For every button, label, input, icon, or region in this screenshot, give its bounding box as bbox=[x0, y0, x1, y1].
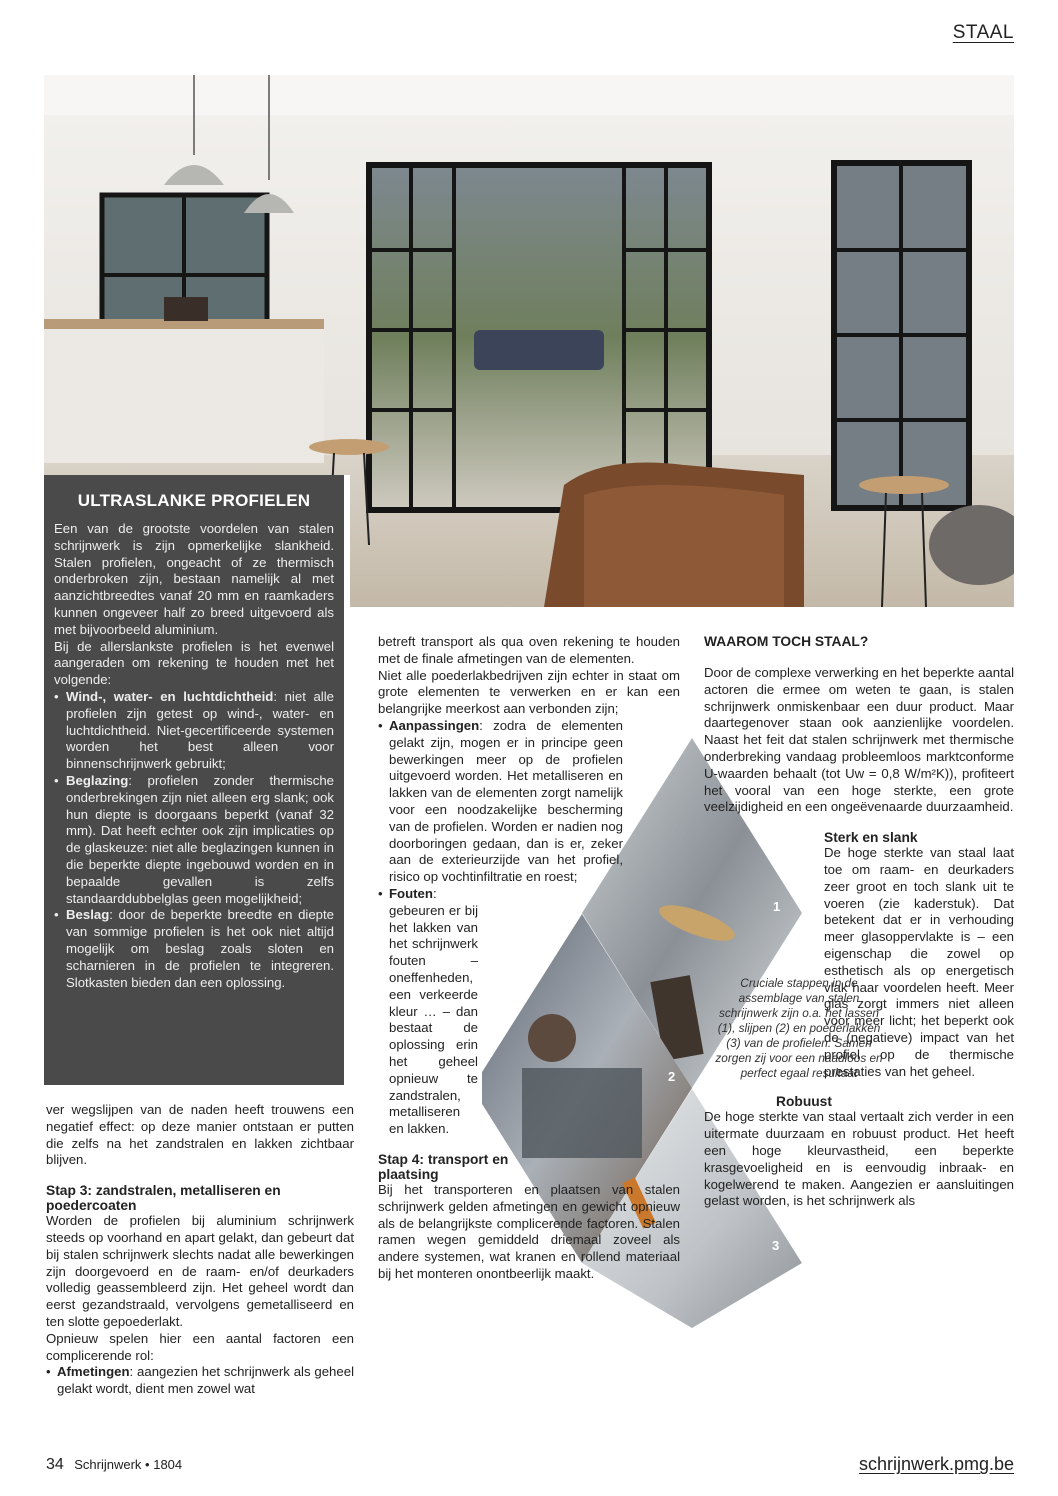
paragraph: De hoge sterkte van staal vertaalt zich verder in een uitermate duurzaam en robuust product. Het heeft een hoge kleurvastheid, een beperkte krasgevoeligheid en is eenvoudig inbraak- en kogelwerend te maken. Aangezien er aansluitingen gelast worden, is het schrijnwerk als bbox=[704, 1109, 1014, 1209]
photo-caption: Cruciale stappen in de assemblage van stalen schrijnwerk zijn o.a. het lassen (1), slijpen (2) en poederlakken (3) van de profielen. Samen zorgen zij voor een naadloos en perfect egaal resultaat bbox=[715, 976, 883, 1080]
paragraph: Door de complexe verwerking en het beperkte aantal actoren die ermee om weten te gaan, is stalen schrijnwerk onmiskenbaar een duur product. Maar daartegenover staan ook aanzienlijke voordelen. Naast het feit dat stalen schrijnwerk met thermische onderbreking vandaag probleemloos marktconforme U-waarden behaalt (tot Uw = 0,8 W/m²K)), profiteert het vooral van een hoge sterkte, een grote veelzijdigheid en een ongeëvenaarde duurzaamheid. bbox=[704, 665, 1014, 815]
publication-name: Schrijnwerk • 1804 bbox=[74, 1457, 183, 1472]
list-item-text: : aangezien het schrijnwerk als geheel gelakt wordt, dient men zowel wat bbox=[57, 1364, 354, 1397]
left-column bbox=[46, 1102, 354, 1398]
sidebar-box-intro2: Bij de allerslankste profielen is het evenwel aangeraden om rekening te houden met het volgende: bbox=[54, 638, 334, 688]
paragraph: Opnieuw spelen hier een aantal factoren een complicerende rol: bbox=[46, 1330, 354, 1363]
list-item-text: : zodra de elementen gelakt zijn, mogen er in principe geen bewerkingen meer op de profielen uitgevoerd worden. Het metalliseren en lakken van de elementen zorgt namelijk voor een noodzakelijke bescherming van de profielen. Worden er nadien nog doorboringen gedaan, dan is er, zeker aan de exterieurzijde van het profiel, risico op vochtinfiltratie en roest; bbox=[389, 717, 623, 885]
list-item bbox=[54, 907, 334, 991]
diamond-number-2: 2 bbox=[668, 1069, 676, 1084]
sidebar-box bbox=[44, 475, 350, 1085]
list-item bbox=[54, 773, 334, 907]
paragraph: ver wegslijpen van de naden heeft trouwens een negatief effect: op deze manier ontstaan er putten die zelfs na het zandstralen en lakken zichtbaar blijven. bbox=[46, 1102, 354, 1168]
list-item-text: : door de beperkte breedte en diepte van sommige profielen is het ook niet altijd mogelijk om beslag zoals sloten en scharnieren in de profielen te integreren. Slotkasten bieden dan een oplossing. bbox=[66, 907, 334, 990]
paragraph: Bij het transporteren en plaatsen van stalen schrijnwerk gelden afmetingen en gewicht opnieuw als de belangrijkste complicerende factoren. Stalen ramen wegen gemiddeld driemaal zoveel als andere systemen, wat kranen en rollend materiaal bij het monteren onontbeerlijk maakt. bbox=[378, 1181, 680, 1281]
list-item bbox=[378, 886, 478, 1138]
list-item-text: : gebeuren er bij het lakken van het schrijnwerk fouten – oneffenheden, een verkeerde kleur … – dan bestaat de oplossing erin het geheel opnieuw te zandstralen, metalliseren en lakken. bbox=[389, 885, 478, 1137]
section-tag: STAAL bbox=[952, 22, 1014, 43]
heading-stap3: Stap 3: zandstralen, metalliseren en poedercoaten bbox=[46, 1183, 281, 1214]
paragraph: betreft transport als qua oven rekening te houden met de finale afmetingen van de elementen. bbox=[378, 634, 680, 666]
heading-robuust: Robuust bbox=[776, 1094, 832, 1110]
list-item-term: Wind-, water- en luchtdichtheid bbox=[66, 688, 274, 704]
sidebar-box-title: ULTRASLANKE PROFIELEN bbox=[77, 491, 311, 510]
page-number: 34 bbox=[46, 1456, 64, 1473]
paragraph: Niet alle poederlakbedrijven zijn echter in staat om grote elementen te verwerken en er kan een belangrijke meerkost aan verbonden zijn; bbox=[378, 667, 680, 717]
footer-page-info bbox=[46, 1456, 182, 1474]
list-item-term: Beglazing bbox=[66, 772, 129, 788]
list-item bbox=[378, 718, 623, 886]
list-item-term: Afmetingen bbox=[57, 1364, 130, 1380]
sidebar-box-intro: Een van de grootste voordelen van stalen schrijnwerk is zijn opmerkelijke slankheid. Stalen profielen, ongeacht of ze thermisch onderbroken zijn, bestaan namelijk al met aanzichtbreedtes vanaf 20 mm en raamkaders kunnen ongeveer half zo breed uitgevoerd als met bijvoorbeeld aluminium. bbox=[54, 521, 334, 637]
heading-stap4: Stap 4: transport en plaatsing bbox=[378, 1151, 509, 1182]
diamond-number-1: 1 bbox=[773, 899, 781, 914]
right-column bbox=[704, 634, 1014, 1210]
heading-sterk-en-slank: Sterk en slank bbox=[824, 830, 918, 846]
list-item-text: : profielen zonder thermische onderbrekingen zijn niet alleen erg slank; ook hun diepte is doorgaans beperkt (vanaf 32 mm). Dat heeft echter ook zijn implicaties op de glaskeuze: niet alle beglazingen kunnen in die beperkte diepte ingebouwd worden en in bepaalde gevallen is zelfs standaarddubbelglas geen mogelijkheid; bbox=[66, 772, 334, 906]
footer-url[interactable]: schrijnwerk.pmg.be bbox=[858, 1454, 1014, 1474]
list-item-text: : niet alle profielen zijn getest op wind-, water- en luchtdichtheid. Niet-gecertificeerde systemen worden het best alleen voor binnenschrijnwerk gebruikt; bbox=[66, 688, 334, 772]
list-item-term: Beslag bbox=[66, 907, 110, 923]
list-item-term: Fouten bbox=[389, 885, 433, 901]
middle-column bbox=[378, 634, 680, 1283]
list-item bbox=[46, 1364, 354, 1398]
paragraph: Worden de profielen bij aluminium schrijnwerk steeds op voorhand en apart gelakt, dan gebeurt dat bij stalen schrijnwerk slechts nadat alle bewerkingen zijn doorgevoerd en de raam- en/of deurkaders volledig geassembleerd zijn. Het geheel wordt dan eerst gezandstraald, vervolgens gemetalliseerd en ten slotte gepoederlakt. bbox=[46, 1213, 354, 1329]
diamond-number-3: 3 bbox=[772, 1238, 780, 1253]
sidebar-box-list bbox=[54, 689, 334, 991]
list-item-term: Aanpassingen bbox=[389, 717, 480, 733]
paragraph: De hoge sterkte van staal laat toe om raam- en deurkaders zeer groot en toch slank uit te voeren (zie kaderstuk). Dat betekent dat er in verhouding meer glasoppervlakte is – een eigenschap die zowel op esthetisch als op energetisch vlak haar voordelen heeft. Meer glas zorgt immers niet alleen voor meer licht; het beperkt ook de (negatieve) impact van het profiel op de thermische prestaties van het geheel. bbox=[824, 845, 1014, 1079]
list-item bbox=[54, 689, 334, 773]
heading-waarom: WAAROM TOCH STAAL? bbox=[704, 634, 869, 649]
